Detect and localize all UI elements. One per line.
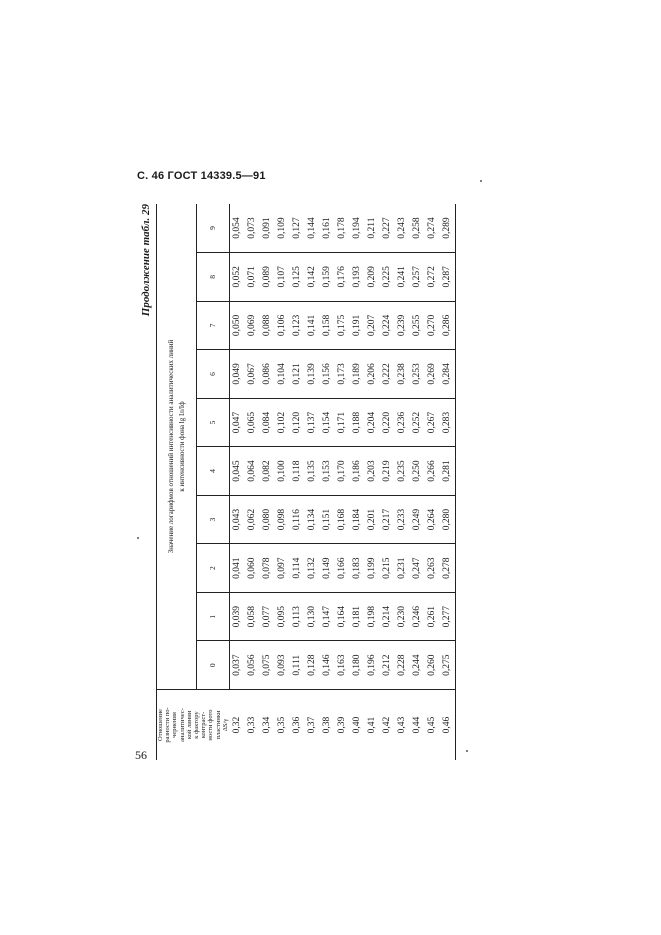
column-header: 6 [197, 350, 229, 399]
table-row [260, 204, 275, 760]
table-cell: 0,158 [320, 301, 335, 350]
row-key-cell: 0,39 [335, 690, 350, 761]
table-cell: 0,258 [412, 217, 423, 239]
table-cell: 0,203 [365, 447, 380, 496]
table-cell: 0,062 [245, 495, 260, 544]
table-cell: 0,209 [365, 253, 380, 302]
table-cell: 0,050 [229, 301, 245, 350]
table-cell: 0,135 [305, 447, 320, 496]
stub-header-line: разности по- [164, 707, 172, 743]
table-cell: 0,127 [292, 217, 303, 239]
table-cell: 0,170 [335, 447, 350, 496]
table-cell: 0,264 [425, 495, 440, 544]
table-cell: 0,130 [305, 592, 320, 641]
table-cell: 0,289 [440, 204, 456, 253]
row-key-cell: 0,46 [440, 690, 456, 761]
table-row [380, 204, 395, 760]
row-key-cell: 0,40 [350, 690, 365, 761]
table-cell: 0,194 [352, 217, 363, 239]
table-cell: 0,086 [260, 350, 275, 399]
row-key-cell: 0,38 [320, 690, 335, 761]
table-cell: 0,274 [427, 217, 438, 239]
table-cell: 0,283 [440, 398, 456, 447]
stub-header-line: Отношение [157, 709, 164, 741]
table-cell: 0,183 [350, 544, 365, 593]
table-cell: 0,093 [275, 641, 290, 690]
column-header: 8 [197, 253, 229, 302]
table-row [365, 204, 380, 760]
table-cell: 0,156 [320, 350, 335, 399]
table-row [425, 204, 440, 760]
table-cell: 0,142 [305, 253, 320, 302]
stub-header-line: аналитичес- [178, 708, 186, 742]
table-cell: 0,214 [380, 592, 395, 641]
stub-header-line: ности фото [207, 709, 215, 741]
table-cell: 0,132 [305, 544, 320, 593]
table-cell: 0,043 [229, 495, 245, 544]
table-cell: 0,173 [335, 350, 350, 399]
table-cell: 0,146 [320, 641, 335, 690]
table-cell: 0,215 [380, 544, 395, 593]
table-cell: 0,247 [410, 544, 425, 593]
table-cell: 0,277 [440, 592, 456, 641]
table-row [229, 204, 245, 760]
table-cell: 0,082 [260, 447, 275, 496]
table-cell: 0,047 [229, 398, 245, 447]
row-key-cell: 0,32 [229, 690, 245, 761]
column-header: 5 [197, 398, 229, 447]
table-cell: 0,095 [275, 592, 290, 641]
table-continuation-label: Продолжение табл. 29 [140, 204, 152, 317]
table-cell: 0,228 [395, 641, 410, 690]
table-cell: 0,084 [260, 398, 275, 447]
table-cell: 0,153 [320, 447, 335, 496]
table-cell: 0,191 [350, 301, 365, 350]
table-cell: 0,278 [440, 544, 456, 593]
table-cell: 0,171 [335, 398, 350, 447]
table-cell: 0,275 [440, 641, 456, 690]
table-cell: 0,199 [365, 544, 380, 593]
table-row [245, 204, 260, 760]
table-cell: 0,238 [395, 350, 410, 399]
row-key-cell: 0,42 [380, 690, 395, 761]
row-key-cell: 0,44 [410, 690, 425, 761]
table-cell: 0,246 [410, 592, 425, 641]
table-cell: 0,107 [275, 253, 290, 302]
table-cell: 0,067 [245, 350, 260, 399]
table-cell: 0,224 [380, 301, 395, 350]
table-cell: 0,078 [260, 544, 275, 593]
table-row [395, 204, 410, 760]
row-key-cell: 0,33 [245, 690, 260, 761]
table-cell: 0,231 [395, 544, 410, 593]
table-cell: 0,243 [397, 217, 408, 239]
table-cell: 0,104 [275, 350, 290, 399]
table-cell: 0,161 [322, 217, 333, 239]
data-table [156, 204, 456, 760]
column-header: 9 [197, 204, 229, 253]
table-cell: 0,252 [410, 398, 425, 447]
stub-header-line: к фактору [193, 711, 201, 739]
table-cell: 0,166 [335, 544, 350, 593]
table-cell: 0,227 [382, 217, 393, 239]
stub-header-line: контраст- [200, 711, 208, 739]
table-cell: 0,069 [245, 301, 260, 350]
row-key-cell: 0,45 [425, 690, 440, 761]
table-cell: 0,181 [350, 592, 365, 641]
table-cell: 0,073 [247, 217, 258, 239]
row-key-cell: 0,36 [290, 690, 305, 761]
table-cell: 0,281 [440, 447, 456, 496]
table-cell: 0,217 [380, 495, 395, 544]
column-header: 3 [197, 495, 229, 544]
table-cell: 0,064 [245, 447, 260, 496]
table-cell: 0,151 [320, 495, 335, 544]
table-cell: 0,189 [350, 350, 365, 399]
table-cell: 0,219 [380, 447, 395, 496]
table-cell: 0,125 [290, 253, 305, 302]
table-cell: 0,186 [350, 447, 365, 496]
table-cell: 0,134 [305, 495, 320, 544]
table-cell: 0,080 [260, 495, 275, 544]
table-cell: 0,045 [229, 447, 245, 496]
table-cell: 0,198 [365, 592, 380, 641]
table-cell: 0,204 [365, 398, 380, 447]
table-cell: 0,058 [245, 592, 260, 641]
table-cell: 0,206 [365, 350, 380, 399]
table-cell: 0,193 [350, 253, 365, 302]
table-row [410, 204, 425, 760]
table-cell: 0,196 [365, 641, 380, 690]
table-cell: 0,212 [380, 641, 395, 690]
table-row [275, 204, 290, 760]
table-cell: 0,113 [290, 592, 305, 641]
group-header [157, 204, 197, 690]
table-cell: 0,284 [440, 350, 456, 399]
table-cell: 0,269 [425, 350, 440, 399]
table-cell: 0,225 [380, 253, 395, 302]
table-cell: 0,235 [395, 447, 410, 496]
page-header: С. 46 ГОСТ 14339.5—91 [137, 170, 266, 182]
table-cell: 0,109 [277, 217, 288, 239]
row-key-cell: 0,37 [305, 690, 320, 761]
table-cell: 0,272 [425, 253, 440, 302]
table-cell: 0,220 [380, 398, 395, 447]
table-cell: 0,263 [425, 544, 440, 593]
table-cell: 0,128 [305, 641, 320, 690]
table-cell: 0,075 [260, 641, 275, 690]
group-header-line2: к интенсивности фона lg Iл/Iф [177, 401, 186, 492]
table-cell: 0,091 [262, 217, 273, 239]
stub-header-line: пластинки [214, 710, 222, 740]
table-cell: 0,287 [440, 253, 456, 302]
table-cell: 0,230 [395, 592, 410, 641]
table-cell: 0,098 [275, 495, 290, 544]
table-cell: 0,118 [290, 447, 305, 496]
column-header: 2 [197, 544, 229, 593]
stub-header [157, 690, 230, 761]
table-cell: 0,207 [365, 301, 380, 350]
table-cell: 0,102 [275, 398, 290, 447]
table-cell: 0,180 [350, 641, 365, 690]
row-key-cell: 0,35 [275, 690, 290, 761]
table-cell: 0,178 [337, 217, 348, 239]
table-cell: 0,239 [395, 301, 410, 350]
table-cell: 0,163 [335, 641, 350, 690]
table-cell: 0,100 [275, 447, 290, 496]
column-header: 7 [197, 301, 229, 350]
table-cell: 0,255 [410, 301, 425, 350]
table-cell: 0,176 [335, 253, 350, 302]
table-cell: 0,250 [410, 447, 425, 496]
table-row [350, 204, 365, 760]
table-cell: 0,149 [320, 544, 335, 593]
rotated-table-block [140, 200, 453, 760]
table-cell: 0,211 [367, 217, 378, 239]
table-cell: 0,139 [305, 350, 320, 399]
table-cell: 0,077 [260, 592, 275, 641]
table-cell: 0,249 [410, 495, 425, 544]
table-cell: 0,071 [245, 253, 260, 302]
row-key-cell: 0,41 [365, 690, 380, 761]
table-cell: 0,253 [410, 350, 425, 399]
table-cell: 0,164 [335, 592, 350, 641]
column-header: 4 [197, 447, 229, 496]
table-cell: 0,049 [229, 350, 245, 399]
table-cell: 0,052 [229, 253, 245, 302]
table-cell: 0,267 [425, 398, 440, 447]
table-cell: 0,120 [290, 398, 305, 447]
table-cell: 0,089 [260, 253, 275, 302]
table-cell: 0,244 [410, 641, 425, 690]
table-cell: 0,056 [245, 641, 260, 690]
stub-header-line: кой линии [185, 710, 193, 740]
table-cell: 0,060 [245, 544, 260, 593]
table-cell: 0,261 [425, 592, 440, 641]
table-cell: 0,233 [395, 495, 410, 544]
table-cell: 0,123 [290, 301, 305, 350]
row-key-cell: 0,34 [260, 690, 275, 761]
table-cell: 0,280 [440, 495, 456, 544]
table-cell: 0,257 [410, 253, 425, 302]
table-cell: 0,286 [440, 301, 456, 350]
table-cell: 0,065 [245, 398, 260, 447]
table-cell: 0,266 [425, 447, 440, 496]
table-row [320, 204, 335, 760]
table-cell: 0,168 [335, 495, 350, 544]
table-cell: 0,236 [395, 398, 410, 447]
table-cell: 0,270 [425, 301, 440, 350]
table-row [335, 204, 350, 760]
page-number: 56 [135, 748, 147, 762]
table-cell: 0,039 [229, 592, 245, 641]
row-key-cell: 0,43 [395, 690, 410, 761]
table-cell: 0,141 [305, 301, 320, 350]
table-cell: 0,184 [350, 495, 365, 544]
table-cell: 0,260 [425, 641, 440, 690]
table-cell: 0,201 [365, 495, 380, 544]
table-cell: 0,041 [229, 544, 245, 593]
table-cell: 0,037 [229, 641, 245, 690]
stub-header-line: чернения [171, 712, 179, 738]
table-row [290, 204, 305, 760]
table-row [440, 204, 456, 760]
table-cell: 0,222 [380, 350, 395, 399]
table-cell: 0,159 [320, 253, 335, 302]
table-row [305, 204, 320, 760]
table-cell: 0,054 [232, 217, 243, 239]
table-cell: 0,188 [350, 398, 365, 447]
column-header: 1 [197, 592, 229, 641]
table-cell: 0,121 [290, 350, 305, 399]
table-cell: 0,097 [275, 544, 290, 593]
table-cell: 0,088 [260, 301, 275, 350]
table-cell: 0,147 [320, 592, 335, 641]
table-cell: 0,116 [290, 495, 305, 544]
column-header: 0 [197, 641, 229, 690]
table-cell: 0,137 [305, 398, 320, 447]
table-cell: 0,144 [307, 217, 318, 239]
table-cell: 0,175 [335, 301, 350, 350]
group-header-line1: Значение логарифмов отношений интенсивности аналитических линий [166, 339, 175, 554]
stub-header-line: ΔS/γ [221, 718, 229, 732]
table-cell: 0,154 [320, 398, 335, 447]
table-cell: 0,114 [290, 544, 305, 593]
table-cell: 0,111 [290, 641, 305, 690]
table-cell: 0,241 [395, 253, 410, 302]
table-cell: 0,106 [275, 301, 290, 350]
